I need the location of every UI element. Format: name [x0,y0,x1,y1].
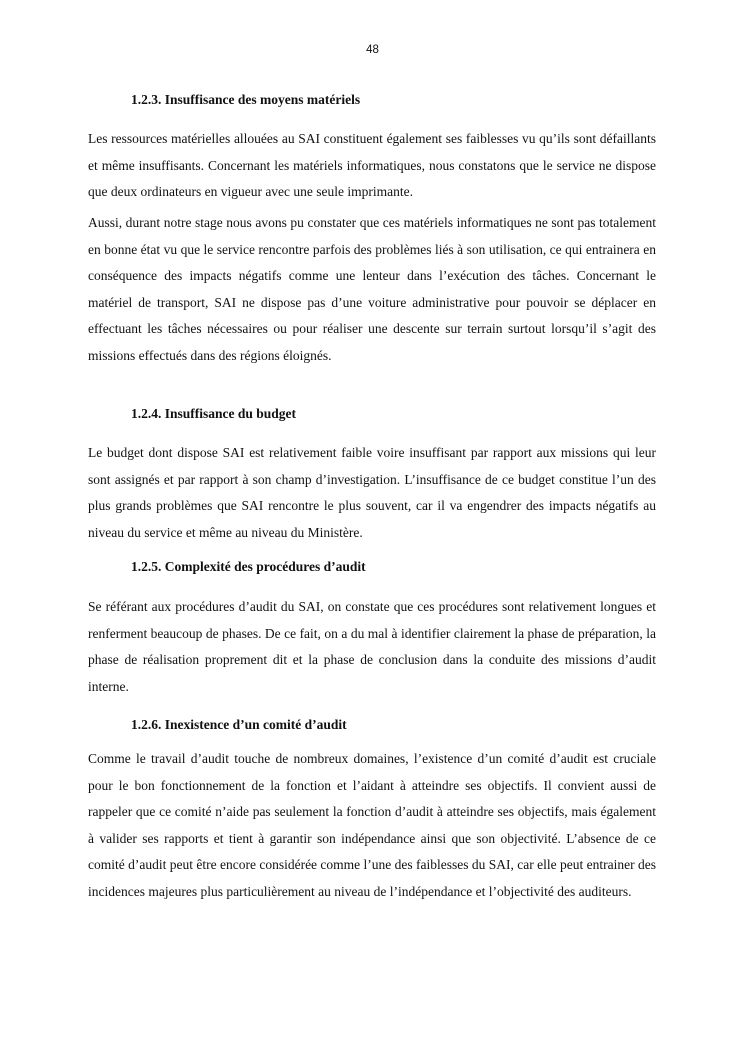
section-heading-1-2-3: 1.2.3. Insuffisance des moyens matériels [131,92,361,107]
paragraph-procedures: Se référant aux procédures d’audit du SAI, on constate que ces procédures sont relativement longues et renferment beaucoup de phases. De ce fait, on a du mal à identifier clairement la phase de préparation, la phase de réalisation proprement dit et la phase de conclusion dans la conduite des missions d’audit interne. [88,599,656,694]
section-heading-1-2-4: 1.2.4. Insuffisance du budget [131,406,297,421]
paragraph-materiels-2: Aussi, durant notre stage nous avons pu constater que ces matériels informatiques ne sont pas totalement en bonne état vu que le service rencontre parfois des problèmes liés à son utilisation, ce qui entrainera en conséquence des impacts négatifs comme une lenteur dans l’exécution des tâches. Concernant le matériel de transport, SAI ne dispose pas d’une voiture administrative pour pouvoir se déplacer en effectuant les tâches nécessaires ou pour réaliser une descente sur terrain surtout lorsqu’il s’agit des missions effectués dans des régions éloignés. [88,215,656,363]
section-heading-1-2-5: 1.2.5. Complexité des procédures d’audit [131,559,366,574]
section-heading-1-2-6: 1.2.6. Inexistence d’un comité d’audit [131,717,347,732]
paragraph-budget: Le budget dont dispose SAI est relativement faible voire insuffisant par rapport aux missions qui leur sont assignés et par rapport à son champ d’investigation. L’insuffisance de ce budget constitue l’un des plus grands problèmes que SAI rencontre le plus souvent, car il va engendrer des impacts négatifs au niveau du service et même au niveau du Ministère. [88,445,656,540]
page-number: 48 [366,44,379,56]
paragraph-comite: Comme le travail d’audit touche de nombreux domaines, l’existence d’un comité d’audit est cruciale pour le bon fonctionnement de la fonction et l’aidant à atteindre ses objectifs. Il convient aussi de rappeler que ce comité n’aide pas seulement la fonction d’audit à atteindre ses objectifs, mais également à valider ses rapports et tient à garantir son indépendance ainsi que son objectivité. L’absence de ce comité d’audit peut être encore considérée comme l’une des faiblesses du SAI, car elle peut entrainer des incidences majeures plus particulièrement au niveau de l’indépendance et l’objectivité des auditeurs. [88,751,656,899]
paragraph-materiels-1: Les ressources matérielles allouées au SAI constituent également ses faiblesses vu qu’ils sont défaillants et même insuffisants. Concernant les matériels informatiques, nous constatons que le service ne dispose que deux ordinateurs en vigueur avec une seule imprimante. [88,131,656,199]
